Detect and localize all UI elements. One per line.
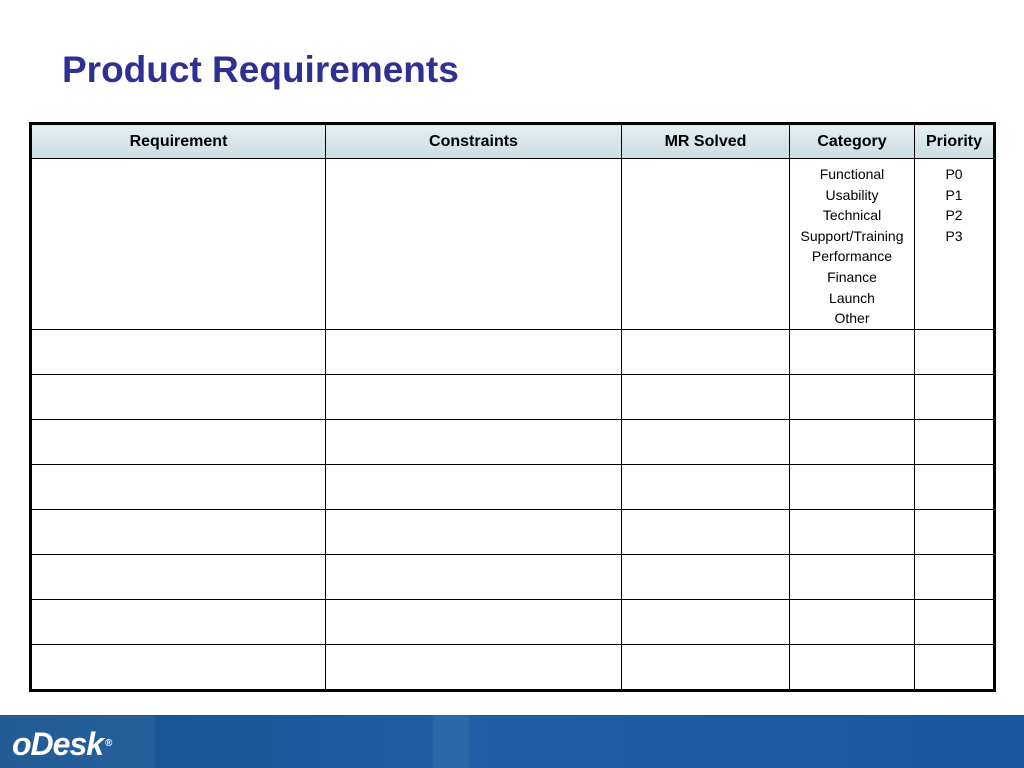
- constraints-cell[interactable]: [326, 465, 622, 510]
- category-cell[interactable]: [790, 330, 915, 375]
- category-cell[interactable]: [790, 420, 915, 465]
- category-option: Performance: [811, 248, 893, 265]
- constraints-cell[interactable]: [326, 510, 622, 555]
- table-row: [31, 330, 995, 375]
- requirement-cell[interactable]: [31, 330, 326, 375]
- header-category: Category: [790, 124, 915, 159]
- mr-solved-cell[interactable]: [622, 420, 790, 465]
- table-row: [31, 375, 995, 420]
- priority-option: P0: [945, 166, 963, 182]
- header-priority: Priority: [915, 124, 995, 159]
- registered-mark: ®: [105, 738, 112, 749]
- table-row: [31, 600, 995, 645]
- requirement-cell[interactable]: [31, 159, 326, 330]
- header-mr-solved: MR Solved: [622, 124, 790, 159]
- category-option: Functional: [819, 166, 885, 182]
- logo-text: oDesk: [12, 726, 104, 762]
- header-constraints: Constraints: [326, 124, 622, 159]
- mr-solved-cell[interactable]: [622, 510, 790, 555]
- priority-options: [915, 159, 993, 246]
- priority-cell[interactable]: [915, 600, 995, 645]
- table-row: [31, 465, 995, 510]
- priority-cell[interactable]: [915, 645, 995, 691]
- slide-title: Product Requirements: [62, 49, 459, 90]
- category-option: Launch: [829, 289, 875, 306]
- constraints-cell[interactable]: [326, 555, 622, 600]
- requirement-cell[interactable]: [31, 555, 326, 600]
- requirements-table: [29, 122, 996, 692]
- mr-solved-cell[interactable]: [622, 330, 790, 375]
- mr-solved-cell[interactable]: [622, 600, 790, 645]
- category-cell[interactable]: [790, 645, 915, 691]
- footer-accent-block: [433, 715, 469, 768]
- priority-cell[interactable]: [915, 465, 995, 510]
- priority-cell[interactable]: [915, 555, 995, 600]
- mr-solved-cell[interactable]: [622, 465, 790, 510]
- category-options: [790, 159, 914, 329]
- footer-bar: [0, 715, 1024, 768]
- requirement-cell[interactable]: [31, 600, 326, 645]
- mr-solved-cell[interactable]: [622, 375, 790, 420]
- mr-solved-cell[interactable]: [622, 645, 790, 691]
- priority-option: P1: [945, 186, 963, 203]
- table-row: [31, 510, 995, 555]
- requirement-cell[interactable]: [31, 510, 326, 555]
- priority-option: P3: [945, 227, 963, 244]
- mr-solved-cell[interactable]: [622, 555, 790, 600]
- priority-option: P2: [945, 207, 963, 224]
- constraints-cell[interactable]: [326, 159, 622, 330]
- table-row: [31, 645, 995, 691]
- odesk-logo: [12, 724, 111, 764]
- priority-cell[interactable]: [915, 159, 995, 330]
- table-row: [31, 420, 995, 465]
- category-option: Usability: [825, 186, 879, 203]
- constraints-cell[interactable]: [326, 330, 622, 375]
- category-cell[interactable]: [790, 600, 915, 645]
- priority-cell[interactable]: [915, 510, 995, 555]
- priority-cell[interactable]: [915, 420, 995, 465]
- requirement-cell[interactable]: [31, 465, 326, 510]
- category-option: Support/Training: [800, 227, 904, 244]
- category-option: Finance: [827, 268, 877, 285]
- priority-cell[interactable]: [915, 330, 995, 375]
- constraints-cell[interactable]: [326, 645, 622, 691]
- constraints-cell[interactable]: [326, 420, 622, 465]
- category-option: Other: [834, 310, 870, 327]
- category-cell[interactable]: [790, 159, 915, 330]
- category-cell[interactable]: [790, 465, 915, 510]
- requirement-cell[interactable]: [31, 645, 326, 691]
- table-row: [31, 555, 995, 600]
- category-option: Technical: [822, 207, 882, 224]
- header-requirement: Requirement: [31, 124, 326, 159]
- mr-solved-cell[interactable]: [622, 159, 790, 330]
- constraints-cell[interactable]: [326, 600, 622, 645]
- requirement-cell[interactable]: [31, 420, 326, 465]
- category-cell[interactable]: [790, 555, 915, 600]
- constraints-cell[interactable]: [326, 375, 622, 420]
- table-row: [31, 159, 995, 330]
- requirement-cell[interactable]: [31, 375, 326, 420]
- category-cell[interactable]: [790, 375, 915, 420]
- header-row: [31, 124, 995, 159]
- category-cell[interactable]: [790, 510, 915, 555]
- priority-cell[interactable]: [915, 375, 995, 420]
